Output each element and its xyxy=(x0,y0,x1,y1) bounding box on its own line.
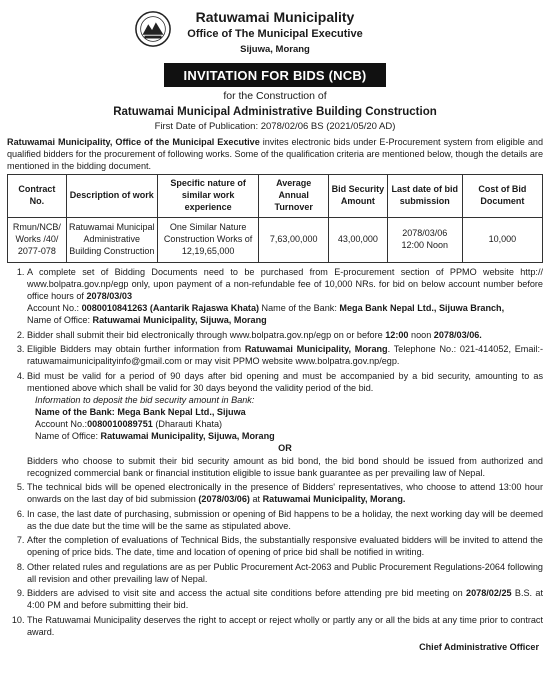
table-cell: Ratuwamai Municipal Administrative Building Construction xyxy=(66,218,157,263)
table-cell: 2078/03/06 12:00 Noon xyxy=(387,218,462,263)
item-text: Name of Office: xyxy=(27,315,93,326)
item-text: Name of Office: xyxy=(35,430,101,441)
item-text: Account No.: xyxy=(27,303,82,314)
list-item: 10. The Ratuwamai Municipality deserves the right to accept or reject wholly or partly any or all the bids at any time prior to contract award. xyxy=(27,614,543,638)
table-header: Last date of bid submission xyxy=(387,175,462,218)
list-item xyxy=(27,481,543,505)
item-text: Name of the Bank: xyxy=(259,303,340,314)
table-cell: 10,000 xyxy=(462,218,542,263)
list-item xyxy=(27,343,543,367)
bank-info-block xyxy=(27,394,543,442)
item-text: Account No.: xyxy=(35,418,88,429)
item-text: noon xyxy=(408,329,434,340)
table-header: Specific nature of similar work experience xyxy=(157,175,259,218)
table-header: Contract No. xyxy=(8,175,67,218)
item-bold: Ratuwamai Municipality, Sijuwa, Morang xyxy=(92,315,267,326)
intro-bold-text: Ratuwamai Municipality, Office of the Municipal Executive xyxy=(7,137,260,148)
item-bold: 12:00 xyxy=(385,329,409,340)
notice-page xyxy=(7,0,543,653)
item-bold: 2078/02/25 xyxy=(466,588,512,599)
table-header: Cost of Bid Document xyxy=(462,175,542,218)
item-bold: (2078/03/06) xyxy=(198,494,250,505)
item-text: Eligible Bidders may obtain further information from xyxy=(27,344,245,355)
office-name: Office of The Municipal Executive xyxy=(187,28,363,41)
item-bold: 0080010841263 (Aantarik Rajaswa Khata) xyxy=(81,303,260,314)
bank-info-heading: Information to deposit the bid security amount in Bank: xyxy=(35,394,255,405)
list-item xyxy=(27,329,543,341)
item-text: A complete set of Bidding Documents need to be purchased from E-procurement section of PPMO website http:// www.bolpatra.gov.np/egp only, upon payment of a non-refundable fee of 10,000 NRs. for bid on below account number before office hours of xyxy=(27,267,543,302)
office-location: Sijuwa, Morang xyxy=(240,43,310,55)
or-separator: OR xyxy=(278,442,292,453)
table-cell: 43,00,000 xyxy=(328,218,387,263)
for-construction-line: for the Construction of xyxy=(223,89,327,102)
table-cell: One Similar Nature Construction Works of 12,19,65,000 xyxy=(157,218,259,263)
item-bold: 0080010089751 xyxy=(87,418,153,429)
item-text: . Telephone No.: 021-414052, Email:- ratuwamaimunicipalityinfo@gmail.com or may visit PPMO website www.bolpatra.gov.np/egp. xyxy=(27,344,544,367)
list-item: 8. Other related rules and regulations are as per Public Procurement Act-2063 and Public Procurement Regulations-2064 following all revision and other prevailing law of Nepal. xyxy=(27,561,543,585)
conditions-list xyxy=(7,266,543,638)
item-bold: Mega Bank Nepal Ltd., Sijuwa Branch, xyxy=(339,303,505,314)
project-title: Ratuwamai Municipal Administrative Building Construction xyxy=(113,105,437,118)
item-text: Bid must be valid for a period of 90 days after bid opening and must be accompanied by a bid security, amounting to as mentioned above which shall be valid for 30 days beyond the validity period of the bid. xyxy=(27,370,543,393)
signature-title: Chief Administrative Officer xyxy=(419,641,539,652)
intro-text: invites electronic bids under E-Procurement system from eligible and qualified bidders for the procurement of following works. Some of the qualification criteria are mentioned below, though the details are mentioned in the bidding document. xyxy=(7,137,543,172)
item-bold: Ratuwamai Municipality, Morang. xyxy=(262,494,406,505)
item-bold: Name of the Bank: Mega Bank Nepal Ltd., Sijuwa xyxy=(35,406,246,417)
item-bold: Ratuwamai Municipality, Sijuwa, Morang xyxy=(100,430,275,441)
list-item xyxy=(27,370,543,479)
table-header: Bid Security Amount xyxy=(328,175,387,218)
item-text: Bidder shall submit their bid electronically through www.bolpatra.gov.np/egp on or before xyxy=(27,329,386,340)
table-header-row xyxy=(8,175,543,218)
table-cell: 7,63,00,000 xyxy=(259,218,329,263)
table-header: Description of work xyxy=(66,175,157,218)
list-item: 6. In case, the last date of purchasing, submission or opening of Bid happens to be a holiday, the next working day will be deemed as the due date but the time will be the same as stipulated above. xyxy=(27,508,543,532)
table-cell: Rmun/NCB/ Works /40/ 2077-078 xyxy=(8,218,67,263)
notice-title-banner: INVITATION FOR BIDS (NCB) xyxy=(164,63,386,87)
intro-paragraph xyxy=(7,136,543,172)
item-text: (Dharauti Khata) xyxy=(152,418,223,429)
municipality-name: Ratuwamai Municipality xyxy=(195,9,355,25)
publication-date: First Date of Publication: 2078/02/06 BS (2021/05/20 AD) xyxy=(154,120,396,132)
list-item xyxy=(27,266,543,326)
item-bold: 2078/03/06. xyxy=(433,329,482,340)
item-text: B.S. at 4:00 PM and before submitting their bid. xyxy=(27,588,543,611)
bid-details-table xyxy=(7,174,543,263)
table-row xyxy=(8,218,543,263)
item-text: The technical bids will be opened electronically in the presence of Bidders' representatives, who choose to attend 13:00 hour onwards on the last day of bid submission xyxy=(27,482,543,505)
item-text: Bidders are advised to visit site and access the actual site conditions before attending pre bid meeting on xyxy=(27,588,467,599)
item-bold: 2078/03/03 xyxy=(86,291,132,302)
item-text: at xyxy=(249,494,263,505)
list-item xyxy=(27,587,543,611)
bid-bond-paragraph: Bidders who choose to submit their bid security amount as bid bond, the bid bond should be issued from authorized and recognized commercial bank or financial institution eligible to issue bank guarantee as per prevailing law of Nepal. xyxy=(27,455,543,478)
table-header: Average Annual Turnover xyxy=(259,175,329,218)
list-item: 7. After the completion of evaluations of Technical Bids, the substantially responsive evaluated bidders will be invited to attend the opening of price bids. The date, time and location of opening of price bid shall be notified in writing. xyxy=(27,534,543,558)
municipality-emblem-icon xyxy=(134,10,172,48)
item-bold: Ratuwamai Municipality, Morang xyxy=(244,344,388,355)
